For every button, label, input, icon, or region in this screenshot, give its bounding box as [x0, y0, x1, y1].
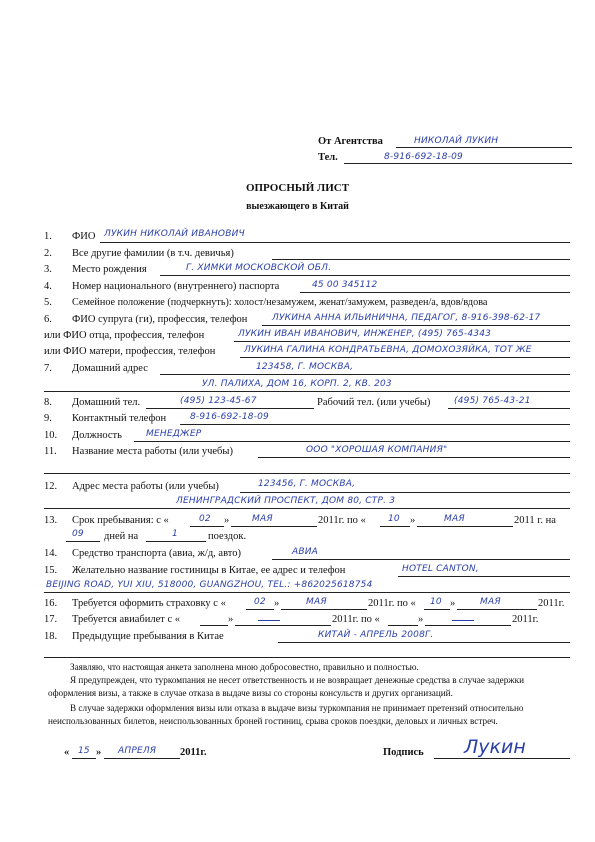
spouse-line [262, 325, 570, 326]
phone-line [344, 163, 572, 164]
spouse-label: ФИО супруга (ги), профессия, телефон [72, 314, 248, 325]
insurance-mid: 2011г. по « [368, 598, 416, 609]
date-day: 15 [78, 746, 90, 756]
stay-days: 09 [72, 529, 84, 539]
work-phone-label: Рабочий тел. (или учебы) [317, 397, 431, 408]
stay-to-day-line [380, 526, 410, 527]
phone-label: Тел. [318, 152, 338, 163]
stay-from-day: 02 [199, 514, 211, 524]
mother-value: ЛУКИНА ГАЛИНА КОНДРАТЬЕВНА, ДОМОХОЗЯЙКА, ТОТ ЖЕ [244, 345, 532, 355]
insurance-end: 2011г. [538, 598, 565, 609]
hotel-label: Желательно название гостиницы в Китае, ее адрес и телефон [72, 565, 346, 576]
stay-trips-label: поездок. [208, 531, 247, 542]
signature-line [434, 758, 570, 759]
work-phone-value: (495) 765-43-21 [454, 396, 531, 406]
row-number: 5. [44, 297, 52, 308]
home-phone-label: Домашний тел. [72, 397, 141, 408]
signature-label: Подпись [383, 747, 424, 758]
passport-line [300, 292, 570, 293]
insurance-to-month-line [457, 609, 537, 610]
quote-close: » [418, 614, 424, 625]
spouse-value: ЛУКИНА АННА ИЛЬИНИЧНА, ПЕДАГОГ, 8-916-398-62-17 [272, 313, 541, 323]
birthplace-value: Г. ХИМКИ МОСКОВСКОЙ ОБЛ. [186, 263, 332, 273]
stay-trips: 1 [172, 529, 178, 539]
ticket-to-day-line [388, 625, 418, 626]
declaration-p2b: оформления визы, а также в случае отказа в выдаче визы со стороны консульств и других организаций. [48, 688, 453, 698]
position-value: МЕНЕДЖЕР [146, 429, 202, 439]
work-address-line-2 [44, 508, 570, 509]
date-open-quote: « [64, 747, 70, 758]
insurance-to-day: 10 [430, 597, 442, 607]
hotel-line-2 [44, 592, 570, 593]
mother-label: или ФИО матери, профессия, телефон [44, 346, 216, 357]
row-number: 15. [44, 565, 58, 576]
father-line [234, 341, 570, 342]
phone-value: 8-916-692-18-09 [384, 152, 463, 162]
page-title: ОПРОСНЫЙ ЛИСТ [245, 182, 350, 194]
row-number: 18. [44, 631, 58, 642]
row-number: 17. [44, 614, 58, 625]
home-phone-value: (495) 123-45-67 [180, 396, 257, 406]
previous-visits-line-2 [44, 657, 570, 658]
previous-visits-value: КИТАЙ - АПРЕЛЬ 2008Г. [318, 630, 434, 640]
agency-label: От Агентства [318, 136, 383, 147]
previous-visits-line [278, 642, 570, 643]
insurance-from-month: МАЯ [306, 597, 327, 607]
fio-line [100, 242, 570, 243]
ticket-end: 2011г. [512, 614, 539, 625]
declaration-p3a: В случае задержки оформления визы или отказа в выдаче визы туркомпания не принимает претензий относительно [70, 703, 524, 713]
fio-value: ЛУКИН НИКОЛАЙ ИВАНОВИЧ [104, 229, 245, 239]
stay-to-month-line [417, 526, 513, 527]
contact-phone-value: 8-916-692-18-09 [190, 412, 269, 422]
stay-to-day: 10 [388, 514, 400, 524]
transport-value: АВИА [292, 547, 319, 557]
agency-value: НИКОЛАЙ ЛУКИН [414, 136, 499, 146]
stay-label: Срок пребывания: с « [72, 515, 169, 526]
home-address-line [160, 374, 570, 375]
passport-label: Номер национального (внутреннего) паспорта [72, 281, 280, 292]
row-number: 8. [44, 397, 52, 408]
date-year: 2011г. [180, 747, 207, 758]
agency-line [396, 147, 572, 148]
row-number: 13. [44, 515, 58, 526]
hotel-value-1: HOTEL CANTON, [402, 564, 479, 574]
row-number: 12. [44, 481, 58, 492]
row-number: 10. [44, 430, 58, 441]
row-number: 1. [44, 231, 52, 242]
row-number: 9. [44, 413, 52, 424]
stay-days-label: дней на [104, 531, 139, 542]
other-names-label: Все другие фамилии (в т.ч. девичья) [72, 248, 234, 259]
home-address-label: Домашний адрес [72, 363, 148, 374]
insurance-from-day: 02 [254, 597, 266, 607]
father-label: или ФИО отца, профессия, телефон [44, 330, 205, 341]
contact-phone-line [180, 424, 570, 425]
quote-close: » [228, 614, 234, 625]
declaration-p1: Заявляю, что настоящая анкета заполнена мною добросовестно, правильно и полностью. [70, 662, 419, 672]
row-number: 16. [44, 598, 58, 609]
dash-mark [452, 620, 474, 621]
other-names-line [272, 259, 570, 260]
stay-year-text-1: 2011г. по « [318, 515, 366, 526]
row-number: 11. [44, 446, 57, 457]
row-number: 14. [44, 548, 58, 559]
home-address-value-2: УЛ. ПАЛИХА, ДОМ 16, КОРП. 2, КВ. 203 [202, 379, 392, 389]
stay-to-month: МАЯ [444, 514, 465, 524]
transport-label: Средство транспорта (авиа, ж/д, авто) [72, 548, 241, 559]
date-day-line [72, 758, 96, 759]
stay-days-line [66, 541, 100, 542]
stay-from-month: МАЯ [252, 514, 273, 524]
insurance-to-month: МАЯ [480, 597, 501, 607]
stay-from-day-line [190, 526, 224, 527]
contact-phone-label: Контактный телефон [72, 413, 167, 424]
father-value: ЛУКИН ИВАН ИВАНОВИЧ, ИНЖЕНЕР, (495) 765-4343 [238, 329, 492, 339]
fio-label: ФИО [72, 231, 96, 242]
signature-value: Лукин [464, 736, 526, 758]
declaration-p2a: Я предупрежден, что туркомпания не несет ответственность и не возвращает денежные средства в случае задержки [70, 675, 525, 685]
ticket-label: Требуется авиабилет с « [72, 614, 180, 625]
page-subtitle: выезжающего в Китай [246, 201, 349, 212]
row-number: 4. [44, 281, 52, 292]
row-number: 3. [44, 264, 52, 275]
work-address-value-1: 123456, Г. МОСКВА, [258, 479, 356, 489]
quote-close: » [274, 598, 280, 609]
ticket-from-day-line [200, 625, 228, 626]
dash-mark [258, 620, 280, 621]
ticket-to-month-line [425, 625, 511, 626]
insurance-from-month-line [281, 609, 367, 610]
home-address-value-1: 123458, Г. МОСКВА, [256, 362, 354, 372]
date-month-line [104, 758, 180, 759]
ticket-from-month-line [235, 625, 331, 626]
quote-close: » [450, 598, 456, 609]
work-address-value-2: ЛЕНИНГРАДСКИЙ ПРОСПЕКТ, ДОМ 80, СТР. 3 [176, 496, 396, 506]
home-address-line-2 [44, 391, 570, 392]
date-month: АПРЕЛЯ [118, 746, 157, 756]
row-number: 6. [44, 314, 52, 325]
row-number: 7. [44, 363, 52, 374]
quote-close: » [410, 515, 416, 526]
birthplace-line [160, 275, 570, 276]
passport-value: 45 00 345112 [312, 280, 378, 290]
mother-line [240, 357, 570, 358]
quote-close: » [224, 515, 230, 526]
work-phone-line [448, 408, 570, 409]
insurance-to-day-line [424, 609, 450, 610]
workplace-label: Название места работы (или учебы) [72, 446, 233, 457]
ticket-mid: 2011г. по « [332, 614, 380, 625]
work-address-line [240, 492, 570, 493]
insurance-label: Требуется оформить страховку с « [72, 598, 226, 609]
workplace-line-2 [44, 473, 570, 474]
stay-year-text-2: 2011 г. на [514, 515, 556, 526]
insurance-from-day-line [246, 609, 274, 610]
declaration-p3b: неиспользованных билетов, неиспользованных броней гостиниц, срыва сроков поездки, деловых и личных встреч. [48, 716, 498, 726]
date-close-quote: » [96, 747, 102, 758]
previous-visits-label: Предыдущие пребывания в Китае [72, 631, 224, 642]
stay-trips-line [146, 541, 206, 542]
row-number: 2. [44, 248, 52, 259]
hotel-value-2: BEIJING ROAD, YUI XIU, 518000, GUANGZHOU, TEL.: +862025618754 [46, 580, 373, 590]
home-phone-line [146, 408, 314, 409]
hotel-line [398, 576, 570, 577]
work-address-label: Адрес места работы (или учебы) [72, 481, 219, 492]
transport-line [272, 559, 570, 560]
marital-status-label: Семейное положение (подчеркнуть): холост/незамужем, женат/замужем, разведен/а, вдов/вдова [72, 297, 488, 308]
position-label: Должность [72, 430, 122, 441]
stay-from-month-line [231, 526, 317, 527]
birthplace-label: Место рождения [72, 264, 147, 275]
workplace-value: ООО "ХОРОШАЯ КОМПАНИЯ" [306, 445, 448, 455]
position-line [134, 441, 570, 442]
workplace-line [258, 457, 570, 458]
